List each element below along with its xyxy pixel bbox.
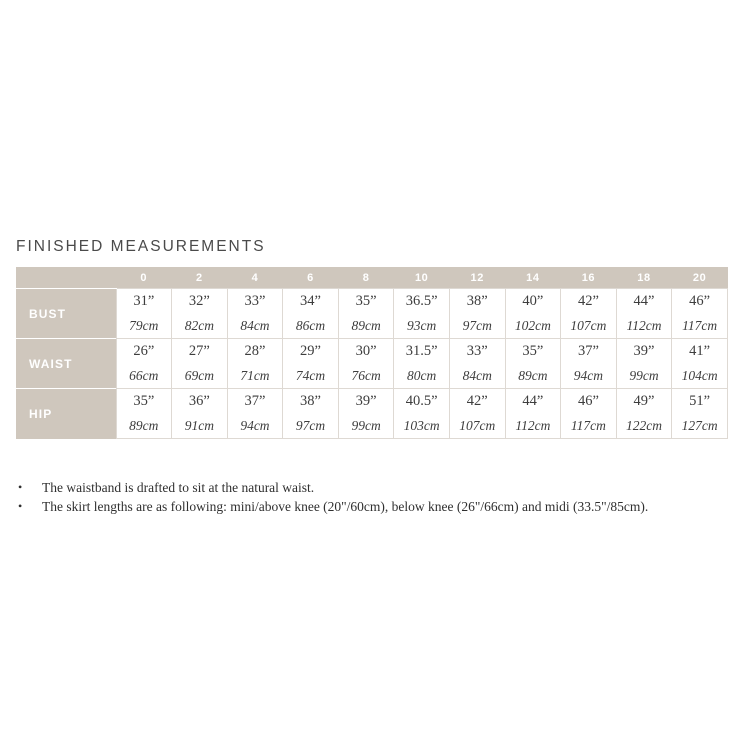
measurement-cell (561, 389, 617, 439)
size-column-header: 6 (283, 267, 339, 289)
size-column-header: 14 (505, 267, 561, 289)
inch-value: 34” (300, 293, 321, 309)
list-item (16, 497, 728, 516)
inch-value: 27” (188, 343, 210, 359)
notes-section (16, 478, 728, 516)
inch-value: 29” (300, 343, 321, 359)
inch-value: 51” (689, 393, 711, 409)
bullet-glyph: • (18, 480, 23, 494)
cm-value: 127cm (681, 418, 718, 433)
cm-value: 80cm (407, 368, 437, 383)
cm-value: 86cm (295, 318, 326, 333)
measurement-cell (505, 339, 561, 389)
measurement-cell (283, 389, 339, 439)
measurement-cell (616, 289, 672, 339)
inch-value: 46” (689, 293, 711, 309)
cm-value: 97cm (295, 418, 326, 433)
inch-value: 44” (633, 293, 655, 309)
inch-value: 44” (522, 393, 544, 409)
list-item (16, 478, 728, 497)
inch-value: 39” (355, 393, 377, 409)
measurement-cell (672, 389, 728, 439)
measurement-cell (338, 289, 394, 339)
cm-value: 76cm (351, 368, 381, 383)
cm-value: 71cm (240, 368, 270, 383)
measurement-cell (505, 389, 561, 439)
size-column-header: 16 (561, 267, 617, 289)
measurement-cell (116, 389, 172, 439)
inch-value: 42” (466, 393, 488, 409)
cm-value: 117cm (570, 418, 606, 433)
measurement-cell (449, 289, 505, 339)
inch-value: 37” (244, 393, 266, 409)
measurement-cell (172, 289, 228, 339)
measurement-cell (449, 389, 505, 439)
cm-value: 99cm (629, 368, 659, 383)
inch-value: 38” (466, 293, 488, 309)
cm-value: 112cm (626, 318, 662, 333)
inch-value: 40.5” (405, 393, 438, 409)
cm-value: 69cm (184, 368, 214, 383)
cm-value: 89cm (518, 368, 548, 383)
inch-value: 42” (577, 293, 599, 309)
row-label-waist: WAIST (16, 339, 116, 389)
table-header-row (16, 267, 728, 289)
inch-value: 31” (133, 293, 155, 309)
inch-value: 37” (577, 343, 599, 359)
cm-value: 84cm (462, 368, 492, 383)
note-text: The skirt lengths are as following: mini/above knee (20"/60cm), below knee (26"/66cm) and midi (33.5"/85cm). (42, 499, 649, 514)
measurement-cell (227, 289, 283, 339)
inch-value: 38” (300, 393, 321, 409)
inch-value: 30” (355, 343, 377, 359)
cm-value: 117cm (682, 318, 718, 333)
cm-value: 94cm (573, 368, 604, 383)
cm-value: 89cm (129, 418, 159, 433)
measurement-cell (227, 389, 283, 439)
measurement-cell (227, 339, 283, 389)
measurement-cell (616, 389, 672, 439)
inch-value: 40” (522, 293, 544, 309)
cm-value: 74cm (295, 368, 326, 383)
inch-value: 31.5” (405, 343, 438, 359)
measurement-cell (505, 289, 561, 339)
inch-value: 33” (244, 293, 266, 309)
cm-value: 103cm (403, 418, 440, 433)
page-title: FINISHED MEASUREMENTS (16, 238, 266, 255)
notes-list (16, 478, 728, 516)
cm-value: 99cm (351, 418, 381, 433)
cm-value: 66cm (129, 368, 159, 383)
inch-value: 36.5” (405, 293, 438, 309)
measurement-cell (283, 339, 339, 389)
table-row (16, 389, 728, 439)
note-text: The waistband is drafted to sit at the natural waist. (42, 480, 315, 495)
cm-value: 107cm (570, 318, 607, 333)
measurement-cell (338, 339, 394, 389)
cm-value: 84cm (240, 318, 270, 333)
cm-value: 91cm (184, 418, 214, 433)
measurement-cell (616, 339, 672, 389)
measurement-cell (394, 339, 450, 389)
table-row (16, 339, 728, 389)
inch-value: 39” (633, 343, 655, 359)
cm-value: 102cm (514, 318, 551, 333)
cm-value: 89cm (351, 318, 381, 333)
measurement-cell (116, 289, 172, 339)
inch-value: 46” (577, 393, 599, 409)
measurement-cell (116, 339, 172, 389)
measurement-cell (561, 289, 617, 339)
table-corner-cell (16, 267, 116, 289)
row-label-bust: BUST (16, 289, 116, 339)
measurement-cell (672, 339, 728, 389)
measurement-cell (283, 289, 339, 339)
inch-value: 32” (188, 293, 210, 309)
size-chart-container (16, 267, 728, 439)
cm-value: 94cm (240, 418, 270, 433)
measurement-cell (561, 339, 617, 389)
cm-value: 107cm (459, 418, 496, 433)
cm-value: 112cm (515, 418, 551, 433)
inch-value: 35” (522, 343, 544, 359)
inch-value: 35” (133, 393, 155, 409)
cm-value: 82cm (184, 318, 214, 333)
measurement-cell (449, 339, 505, 389)
table-row (16, 289, 728, 339)
size-column-header: 2 (172, 267, 228, 289)
inch-value: 26” (133, 343, 155, 359)
measurement-cell (394, 289, 450, 339)
size-column-header: 0 (116, 267, 172, 289)
cm-value: 93cm (407, 318, 437, 333)
inch-value: 33” (466, 343, 488, 359)
measurement-cell (672, 289, 728, 339)
size-column-header: 18 (616, 267, 672, 289)
size-column-header: 4 (227, 267, 283, 289)
cm-value: 122cm (625, 418, 662, 433)
cm-value: 104cm (681, 368, 718, 383)
size-column-header: 12 (449, 267, 505, 289)
row-label-hip: HIP (16, 389, 116, 439)
measurement-cell (338, 389, 394, 439)
inch-value: 49” (633, 393, 655, 409)
measurement-cell (172, 389, 228, 439)
inch-value: 41” (689, 343, 711, 359)
inch-value: 35” (355, 293, 377, 309)
measurement-cell (172, 339, 228, 389)
size-column-header: 8 (338, 267, 394, 289)
size-column-header: 20 (672, 267, 728, 289)
size-column-header: 10 (394, 267, 450, 289)
cm-value: 97cm (462, 318, 492, 333)
inch-value: 28” (244, 343, 266, 359)
cm-value: 79cm (129, 318, 159, 333)
finished-measurements-table (16, 267, 728, 439)
bullet-glyph: • (18, 499, 23, 513)
measurement-cell (394, 389, 450, 439)
inch-value: 36” (188, 393, 210, 409)
